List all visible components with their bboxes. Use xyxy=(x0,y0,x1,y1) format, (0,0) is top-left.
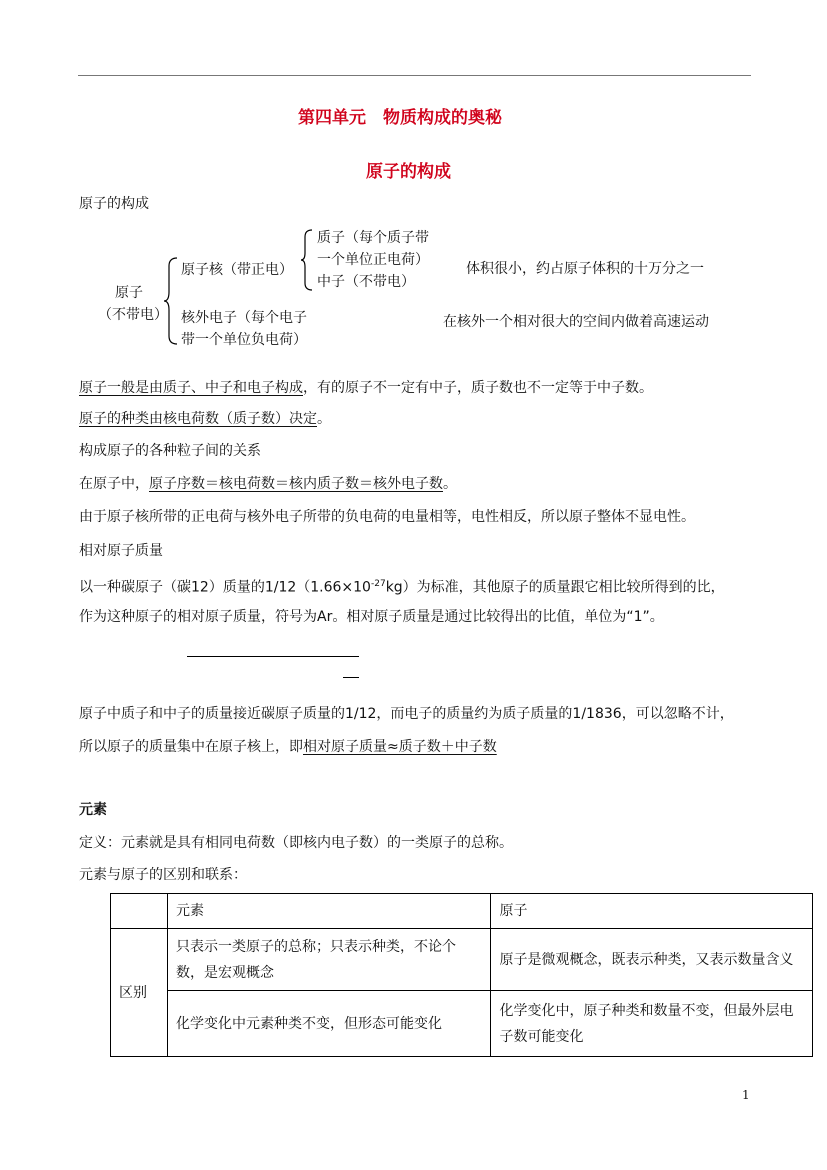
header-rule xyxy=(78,75,751,76)
paragraph-relative-mass-def-1: 以一种碳原子（碳12）质量的$1/12(1.66\times 10^{-27}kg)$为标准，其他原子的质量跟它相比较所得到的比， xyxy=(79,579,725,596)
outer-brace-icon xyxy=(163,256,179,346)
formula-line-short xyxy=(343,677,359,678)
electron-line-2: 带一个单位负电荷） xyxy=(181,332,307,348)
table-corner-cell xyxy=(111,894,168,929)
table-cell-element-1: 只表示一类原子的总称；只表示种类，不论个数，是宏观概念 xyxy=(167,929,491,991)
neutron-label: 中子（不带电） xyxy=(317,274,415,290)
structure-heading: 原子的构成 xyxy=(79,196,149,212)
compare-heading: 元素与原子的区别和联系： xyxy=(79,867,247,883)
electron-note: 在核外一个相对很大的空间内做着高速运动 xyxy=(443,314,709,330)
nucleus-note: 体积很小，约占原子体积的十万分之一 xyxy=(466,261,704,277)
composition-underlined: 原子一般是由质子、中子和电子构成 xyxy=(79,380,303,396)
table-cell-element-2: 化学变化中元素种类不变，但形态可能变化 xyxy=(167,991,491,1057)
paragraph-neutrality: 由于原子核所带的正电荷与核外电子所带的负电荷的电量相等，电性相反，所以原子整体不显电性。 xyxy=(79,509,695,525)
relation-underlined: 原子序数＝核电荷数＝核内质子数＝核外电子数 xyxy=(149,476,443,492)
mass-formula-underlined: 相对原子质量≈质子数＋中子数 xyxy=(303,739,497,755)
nucleus-label: 原子核（带正电） xyxy=(181,262,293,278)
table-cell-atom-1: 原子是微观概念，既表示种类，又表示数量含义 xyxy=(491,929,813,991)
paragraph-relation-heading: 构成原子的各种粒子间的关系 xyxy=(79,443,261,459)
paragraph-relation: 在原子中，原子序数＝核电荷数＝核内质子数＝核外电子数。 xyxy=(79,476,457,492)
formula-line-long xyxy=(187,656,359,657)
table-header-element: 元素 xyxy=(167,894,491,929)
page-number: 1 xyxy=(742,1088,750,1102)
nucleus-brace-icon xyxy=(300,228,314,292)
element-heading: 元素 xyxy=(79,802,107,818)
table-row xyxy=(111,991,813,1057)
table-header-row xyxy=(111,894,813,929)
paragraph-mass-note-1: 原子中质子和中子的质量接近碳原子质量的1/12，而电子的质量约为质子质量的1/1836，可以忽略不计， xyxy=(79,706,734,722)
table-header-atom: 原子 xyxy=(491,894,813,929)
atom-label: 原子 xyxy=(115,285,143,301)
proton-line-1: 质子（每个质子带 xyxy=(317,230,429,246)
table-row-label: 区别 xyxy=(111,929,168,1057)
paragraph-atom-kind: 原子的种类由核电荷数（质子数）决定。 xyxy=(79,411,331,427)
paragraph-mass-note-2: 所以原子的质量集中在原子核上，即相对原子质量≈质子数＋中子数 xyxy=(79,739,497,755)
electron-line-1: 核外电子（每个电子 xyxy=(181,310,307,326)
table-row xyxy=(111,929,813,991)
comparison-table xyxy=(110,893,813,1057)
atom-note: （不带电） xyxy=(98,307,168,323)
paragraph-relative-mass-heading: 相对原子质量 xyxy=(79,543,163,559)
section-title: 原子的构成 xyxy=(366,162,451,182)
element-definition: 定义：元素就是具有相同电荷数（即核内电子数）的一类原子的总称。 xyxy=(79,835,513,851)
proton-line-2: 一个单位正电荷） xyxy=(317,252,429,268)
atom-kind-underlined: 原子的种类由核电荷数（质子数）决定 xyxy=(79,411,317,427)
paragraph-relative-mass-def-2: 作为这种原子的相对原子质量，符号为Ar。相对原子质量是通过比较得出的比值，单位为“1”。 xyxy=(79,609,664,625)
unit-title: 第四单元 物质构成的奥秘 xyxy=(298,108,502,128)
table-cell-atom-2: 化学变化中，原子种类和数量不变，但最外层电子数可能变化 xyxy=(491,991,813,1057)
paragraph-composition: 原子一般是由质子、中子和电子构成，有的原子不一定有中子，质子数也不一定等于中子数。 xyxy=(79,380,653,396)
